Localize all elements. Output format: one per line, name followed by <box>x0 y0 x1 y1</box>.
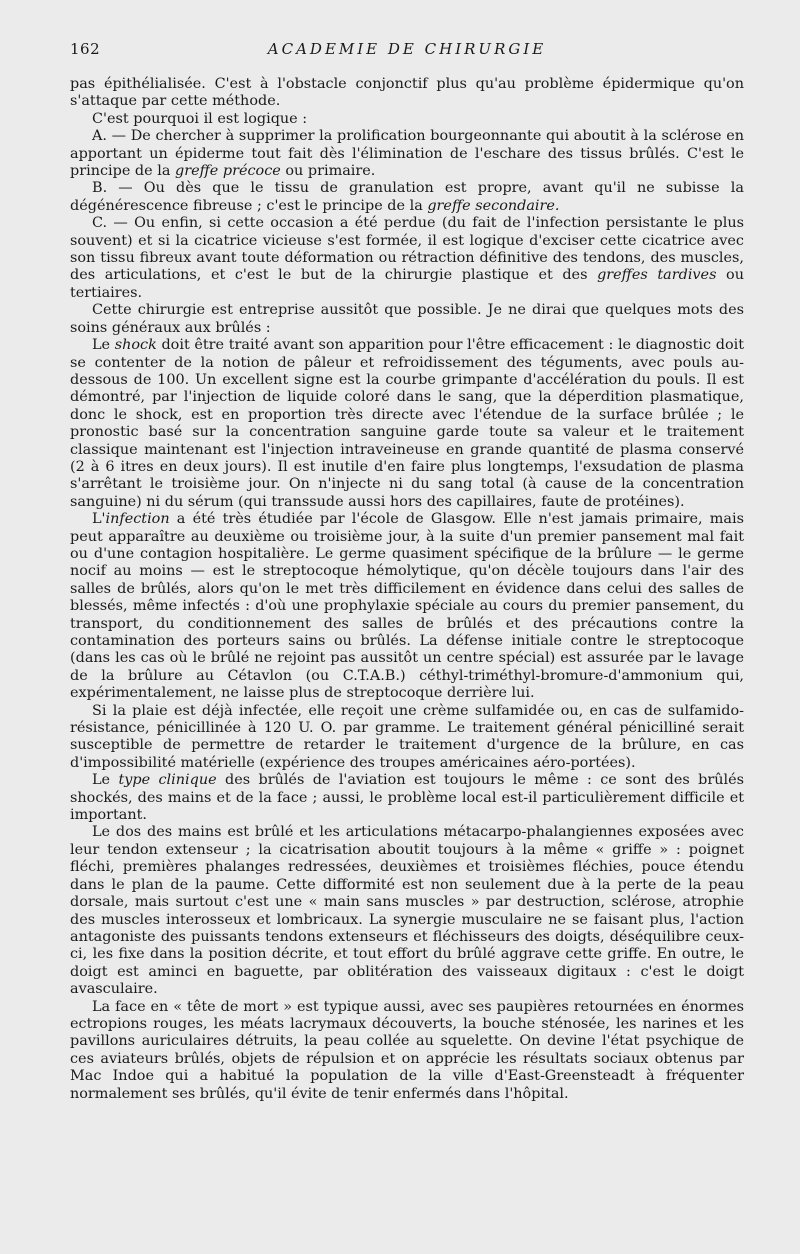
text-run: pas épithélialisée. C'est à l'obstacle conjonctif plus qu'au problème épidermique qu'on s'attaque par cette méthode. <box>70 76 744 110</box>
paragraph <box>70 337 744 511</box>
text-run: a été très étudiée par l'école de Glasgow. Elle n'est jamais primaire, mais peut apparaître au deuxième ou troisième jour, à la suite d'un premier pansement mal fait ou d'une contagion hospitalière. Le germe quasiment spécifique de la brûlure — le germe nocif au moins — est le streptocoque hémolytique, qu'on décèle toujours dans l'air des salles de brûlés, alors qu'on le met très difficilement en évidence dans celui des salles de blessés, même infectés : d'où une prophylaxie spéciale au cours du premier pansement, du transport, du conditionnement des salles de brûlés et des précautions contre la contamination des porteurs sains ou brûlés. La défense initiale contre le streptocoque (dans les cas où le brûlé ne rejoint pas aussitôt un centre spécial) est assurée par le lavage de la brûlure au Cétavlon (ou C.T.A.B.) céthyl-triméthyl-bromure-d'ammonium qui, expérimentalement, ne laisse plus de streptocoque derrière lui. <box>70 511 744 702</box>
text-run: A. — De chercher à supprimer la prolification bourgeonnante qui aboutit à la sclérose en apportant un épiderme tout fait dès l'élimination de l'eschare des tissus brûlés. C'est le principe de la <box>70 128 744 180</box>
text-run: ou tertiaires. <box>70 267 744 301</box>
text-run: La face en « tête de mort » est typique aussi, avec ses paupières retournées en énormes ectropions rouges, les méats lacrymaux découverts, la bouche sténosée, les narines et les pavillons auriculaires détruits, la peau collée au squelette. On devine l'état psychique de ces aviateurs brûlés, objets de répulsion et on apprécie les résultats sociaux obtenus par Mac Indoe qui a habitué la population de la ville d'East-Greensteadt à fréquenter normalement ses brûlés, qu'il évite de tenir enfermés dans l'hôpital. <box>70 998 744 1102</box>
text-run: L' <box>92 511 106 528</box>
text-run: B. — Ou dès que le tissu de granulation est propre, avant qu'il ne subisse la dégénérescence fibreuse ; c'est le principe de la <box>70 180 744 214</box>
text-run: ou primaire. <box>280 163 376 180</box>
italic-term: greffe précoce <box>175 163 281 180</box>
paragraph <box>70 703 744 773</box>
text-run: C'est pourquoi il est logique : <box>92 110 308 127</box>
paragraph <box>70 302 744 337</box>
text-run: doit être traité avant son apparition pour l'être efficacement : le diagnostic doit se contenter de la notion de pâleur et refroidissement des téguments, avec pouls au-dessous de 100. Un excellent signe est la courbe grimpante d'accélération du pouls. Il est démontré, par l'injection de liquide coloré dans le sang, que la déperdition plasmatique, donc le shock, est en proportion très directe avec l'étendue de la surface brûlée ; le pronostic basé sur la concentration sanguine garde toute sa valeur et le traitement classique maintenant est l'injection intraveineuse en grande quantité de plasma conservé (2 à 6 itres en deux jours). Il est inutile d'en faire plus longtemps, l'exsudation de plasma s'arrêtant le troisième jour. On n'injecte ni du sang total (à cause de la concentration sanguine) ni du sérum (qui transsude aussi hors des capillaires, faute de protéines). <box>70 337 744 510</box>
paragraph <box>70 111 744 128</box>
running-header <box>70 40 744 64</box>
text-run: Le dos des mains est brûlé et les articulations métacarpo-phalangiennes exposées avec leur tendon extenseur ; la cicatrisation aboutit toujours à la même « griffe » : poignet fléchi, premières phalanges redressées, deuxièmes et troisièmes fléchies, pouce étendu dans le plan de la paume. Cette difformité est non seulement due à la perte de la peau dorsale, mais surtout c'est une « main sans muscles » par destruction, sclérose, atrophie des muscles interosseux et lombricaux. La synergie musculaire ne se faisant plus, l'action antagoniste des puissants tendons extenseurs et fléchisseurs des doigts, déséquilibre ceux-ci, les fixe dans la position décrite, et tout effort du brûlé aggrave cette griffe. En outre, le doigt est aminci en baguette, par oblitération des vaisseaux digitaux : c'est le doigt avasculaire. <box>70 824 744 998</box>
text-run: Cette chirurgie est entreprise aussitôt que possible. Je ne dirai que quelques mots des soins généraux aux brûlés : <box>70 302 744 336</box>
body-text <box>70 76 744 1103</box>
italic-term: type clinique <box>118 772 217 789</box>
running-title: ACADEMIE DE CHIRURGIE <box>267 40 547 58</box>
page-number: 162 <box>70 40 101 58</box>
text-run: Le <box>92 772 119 789</box>
paragraph <box>70 180 744 215</box>
text-run: des brûlés de l'aviation est toujours le même : ce sont des brûlés shockés, des mains et de la face ; aussi, le problème local est-il particulièrement difficile et important. <box>70 772 744 824</box>
paragraph <box>70 215 744 302</box>
paragraph <box>70 999 744 1103</box>
italic-term: infection <box>105 511 170 528</box>
italic-term: greffes tardives <box>597 267 717 284</box>
paragraph <box>70 772 744 824</box>
text-run: Si la plaie est déjà infectée, elle reçoit une crème sulfamidée ou, en cas de sulfamido-résistance, pénicillinée à 120 U. O. par gramme. Le traitement général pénicilliné serait susceptible de permettre de retarder le traitement d'urgence de la brûlure, en cas d'impossibilité matérielle (expérience des troupes américaines aéro-portées). <box>70 702 744 771</box>
text-run: Le <box>92 337 115 354</box>
paragraph <box>70 511 744 702</box>
italic-term: shock <box>114 337 157 354</box>
text-run: C. — Ou enfin, si cette occasion a été perdue (du fait de l'infection persistante le plus souvent) et si la cicatrice vicieuse s'est formée, il est logique d'exciser cette cicatrice avec son tissu fibreux avant toute déformation ou rétraction définitive des tendons, des muscles, des articulations, et c'est le but de la chirurgie plastique et des <box>70 215 744 284</box>
paragraph <box>70 824 744 998</box>
paragraph <box>70 76 744 111</box>
italic-term: greffe secondaire. <box>427 197 560 214</box>
paragraph <box>70 128 744 180</box>
